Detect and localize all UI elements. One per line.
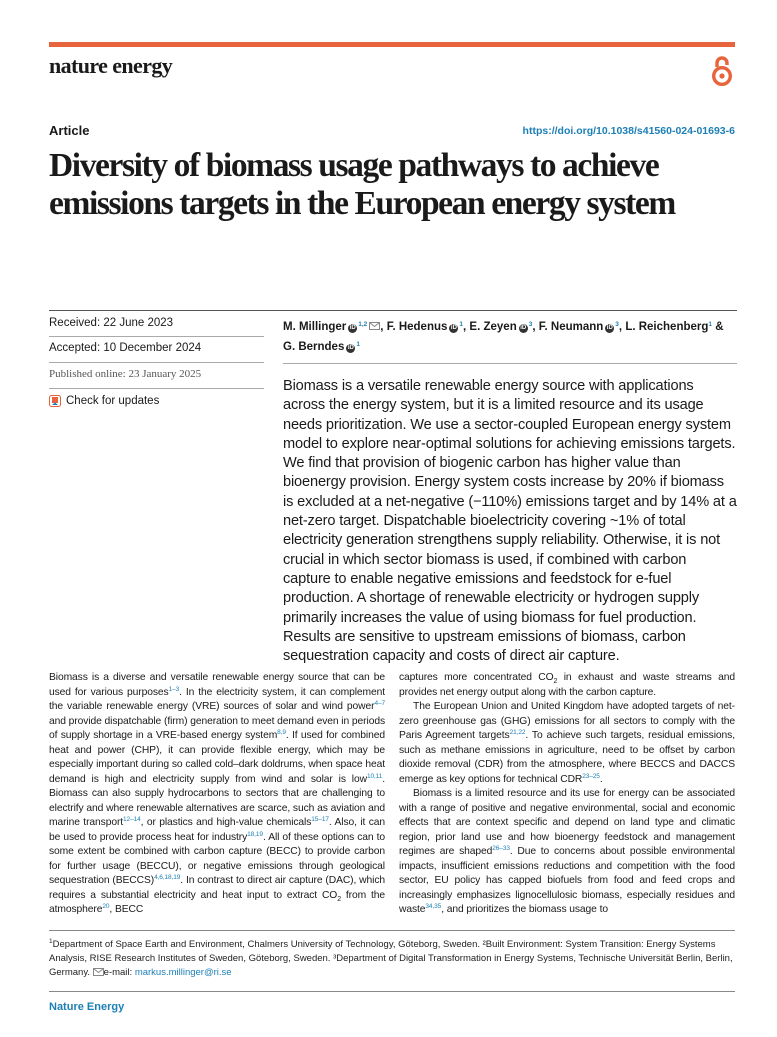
abstract: Biomass is a versatile renewable energy source with applications across the energy system, but it is a limited resource and its usage needs prioritization. We use a sector-coupled European energy system model to explore near-optimal solutions for achieving emissions targets. We find that provision of biogenic carbon has higher value than bioenergy provision. Energy system costs increase by 20% if biomass is excluded at a net-negative (−110%) emissions target and by 14% at a net-zero target. Dispatchable bioelectricity covering ~1% of total electricity generation strengthens supply reliability. Otherwise, it is not crucial in which sector biomass is used, if combined with carbon capture to enable negative emissions and feedstock for e-fuel production. A shortage of renewable electricity or hydrogen supply primarily increases the value of using biomass for fuel production. Results are sensitive to upstream emissions of biomass, carbon sequestration capacity and costs of direct air capture. (283, 378, 737, 665)
meta-rule (49, 388, 264, 389)
orcid-icon[interactable]: iD (347, 345, 354, 351)
article-type: Article (49, 123, 90, 138)
body-paragraph: The European Union and United Kingdom have adopted targets of net-zero greenhouse gas (GHG) emissions for all sectors to comply with the Paris Agreement targets$^{21,22}$. To achieve such targets, residual emissions, such as methane emissions in agriculture, need to be offset by carbon dioxide removal (CDR) from the atmosphere, where BECCS and DACCS emerge as key options for technical CDR$^{23-25}$. (399, 701, 735, 785)
abstract-rule (283, 363, 737, 364)
article-title: Diversity of biomass usage pathways to achieve emissions targets in the European energy system (49, 147, 675, 222)
check-for-updates-button[interactable] (49, 395, 159, 407)
check-updates-label: Check for updates (66, 395, 160, 407)
orcid-icon[interactable]: iD (606, 325, 613, 331)
body-paragraph: captures more concentrated $CO_2$ in exhaust and waste streams and provides net energy output along with the carbon capture. (399, 672, 735, 698)
author-name[interactable]: L. Reichenberg (625, 321, 709, 333)
received-date: Received: 22 June 2023 (49, 317, 174, 329)
affiliations: $^1$Department of Space Earth and Environment, Chalmers University of Technology, Göteborg, Sweden. ²Built Environment: System Transition: Energy Systems Analysis, RISE Research Institutes of Sweden, Göteborg, Sweden. ³Department of Digital Transformation in Energy Systems, Technische Universität Berlin, Berlin, Germany. e-mail: markus.millinger@ri.se (49, 938, 733, 978)
author-affiliation: 3 (615, 321, 619, 328)
orcid-icon[interactable]: iD (520, 325, 527, 331)
open-access-icon (708, 54, 736, 88)
email-label: e-mail: (103, 967, 133, 978)
header-accent-bar (49, 42, 735, 47)
body-column-left (49, 671, 385, 918)
author-name[interactable]: F. Neumann (538, 321, 604, 333)
footer-journal-name[interactable]: Nature Energy (49, 1001, 125, 1013)
author-name[interactable]: M. Millinger (283, 321, 347, 333)
body-column-right (399, 671, 735, 918)
author-name[interactable]: G. Berndes (283, 341, 345, 353)
body-paragraph: Biomass is a limited resource and its use for energy can be associated with a range of positive and negative environmental, social and economic effects that are context specific and depend on land type and climatic region, prior land use and how bioenergy feedstock and management regimes are shaped$^{26-33}$. Due to concerns about possible environmental impacts, insufficient emissions reductions and competition with the food sector, EU policy has capped biofuels from food and feed crops and increasingly emphasizes lignocellulosic biomass, especially residues and waste$^{34,35}$, and prioritizes the biomass usage to (399, 788, 735, 915)
check-updates-icon (49, 395, 61, 407)
footer-rule (49, 991, 735, 992)
meta-rule (49, 362, 264, 363)
affiliation-text: Department of Space Earth and Environment, Chalmers University of Technology, Göteborg, Sweden. ²Built Environment: System Transition: Energy Systems Analysis, RISE Research Institutes of Sweden, Göteborg, Sweden. ³Department of Digital Transformation in Energy Systems, Technische Universität Berlin, Berlin, Germany. (49, 939, 733, 978)
footnote-rule (49, 930, 735, 931)
body-paragraph: Biomass is a diverse and versatile renewable energy source that can be used for various purposes$^{1-3}$. In the electricity system, it can complement the variable renewable energy (VRE) sources of solar and wind power$^{4-7}$ and provide dispatchable (firm) generation to meet demand even in periods of supply shortage in a VRE-based energy system$^{8,9}$. If used for combined heat and power (CHP), it can provide flexible energy, which may be especially important during so called cold–dark doldrums, when space heat demand is high and electricity supply from wind and solar is low$^{10,11}$. Biomass can also supply hydrocarbons to sectors that are challenging to electrify and where renewable alternatives are scarce, such as aviation and marine transport$^{12-14}$, or plastics and high-value chemicals$^{15-17}$. Also, it can be used to provide process heat for industry$^{18,19}$. All of these options can to some extent be combined with carbon capture (BECC) to provide carbon for further usage (BECCU), or negative emissions through geological sequestration (BECCS)$^{4,6,18,19}$. In contrast to direct air capture (DAC), which requires a substantial electricity and heat input to extract $CO_2$ from the atmosphere$^{20}$, BECC (49, 672, 386, 915)
author-name[interactable]: F. Hedenus (386, 321, 448, 333)
author-affiliation: 1,2 (358, 321, 368, 328)
email-link[interactable]: markus.millinger@ri.se (134, 967, 232, 978)
meta-rule (49, 336, 264, 337)
author-list: M. Millinger iD $^{1,2}$ , F. Hedenus iD $^1$, E. Zeyen iD $^3$, F. Neumann iD $^3$, L. Reichenberg$^1$ & G. Berndes iD $^1$ (283, 321, 724, 353)
author-name[interactable]: E. Zeyen (469, 321, 517, 333)
email-icon (93, 968, 104, 976)
orcid-icon[interactable]: iD (349, 325, 356, 331)
meta-divider (49, 310, 737, 311)
author-affiliation: 1 (708, 321, 713, 328)
author-affiliation: 3 (528, 321, 533, 328)
journal-logo[interactable]: nature energy (49, 53, 173, 78)
author-affiliation: 1 (459, 321, 464, 328)
email-icon[interactable] (369, 322, 380, 330)
published-date: Published online: 23 January 2025 (49, 368, 202, 380)
accepted-date: Accepted: 10 December 2024 (49, 342, 202, 354)
doi-link[interactable]: https://doi.org/10.1038/s41560-024-01693-6 (522, 125, 735, 137)
orcid-icon[interactable]: iD (450, 325, 457, 331)
author-affiliation: 1 (356, 341, 360, 348)
